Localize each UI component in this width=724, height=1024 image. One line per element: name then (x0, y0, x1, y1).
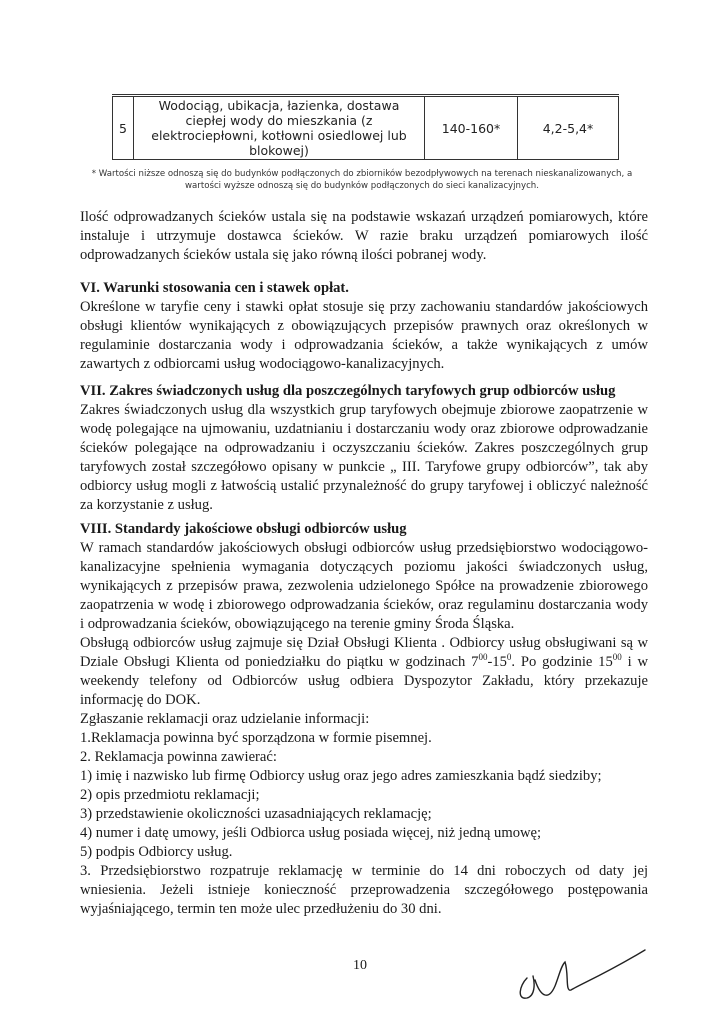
section-6 (80, 279, 648, 374)
row-value-1: 140-160* (425, 96, 518, 160)
section-7-heading: VII. Zakres świadczonych usług dla poszczególnych taryfowych grup odbiorców usług (80, 383, 616, 399)
row-description: Wodociąg, ubikacja, łazienka, dostawa ciepłej wody do mieszkania (z elektrociepłowni, kotłowni osiedlowej lub blokowej) (134, 96, 425, 160)
closing-paragraph: 3. Przedsiębiorstwo rozpatruje reklamację w terminie do 14 dni roboczych od daty jej wniesienia. Jeżeli istnieje konieczność przeprowadzenia szczegółowego postępowania wyjaśniającego, termin ten może ulec przedłużeniu do 30 dni. (80, 863, 648, 917)
tariff-table-fragment (112, 94, 619, 160)
table-row (113, 96, 619, 160)
service-text-c: i w weekendy telefony od Odbiorców usług odbiera Dyspozytor Zakładu, który przekazuje informację do DOK. (80, 654, 648, 708)
section-8-heading: VIII. Standardy jakościowe obsługi odbiorców usług (80, 521, 407, 537)
section-7 (80, 382, 648, 515)
section-6-body: Określone w taryfie ceny i stawki opłat stosuje się przy zachowaniu standardów jakościowych obsługi klientów wynikających z obowiązujących przepisów prawnych oraz określonych w regulaminie dostarczania wody i odprowadzania ścieków, a także wynikających z umów zawartych z odbiorcami usług wodociągowo-kanalizacyjnych. (80, 299, 648, 372)
list-item: 3) przedstawienie okoliczności uzasadniających reklamację; (80, 806, 432, 822)
list-item: 1.Reklamacja powinna być sporządzona w formie pisemnej. (80, 730, 432, 746)
intro-text: Ilość odprowadzanych ścieków ustala się na podstawie wskazań urządzeń pomiarowych, które instaluje i utrzymuje dostawca ścieków. W razie braku urządzeń pomiarowych ilość odprowadzanych ścieków ustala się jako równą ilości pobranej wody. (80, 209, 648, 263)
hour-start-sup: 00 (478, 652, 488, 662)
complaints-intro: Zgłaszanie reklamacji oraz udzielanie informacji: (80, 711, 370, 727)
customer-service-paragraph (80, 634, 648, 710)
list-item: 2. Reklamacja powinna zawierać: (80, 749, 277, 765)
page-number: 10 (353, 958, 367, 973)
list-item: 2) opis przedmiotu reklamacji; (80, 787, 260, 803)
list-item: 5) podpis Odbiorcy usług. (80, 844, 233, 860)
list-item: 1) imię i nazwisko lub firmę Odbiorcy usług oraz jego adres zamieszkania bądź siedziby; (80, 768, 602, 784)
intro-paragraph (80, 208, 648, 265)
section-8 (80, 520, 648, 919)
section-6-heading: VI. Warunki stosowania cen i stawek opłat. (80, 280, 349, 296)
service-text-a: Obsługą odbiorców usług zajmuje się Dział Obsługi Klienta . Odbiorcy usług obsługiwani są w Dziale Obsługi Klienta od poniedziałku do piątku w godzinach 7 (80, 635, 648, 670)
after-hour-sup: 00 (612, 652, 622, 662)
row-value-2: 4,2-5,4* (518, 96, 619, 160)
section-8-body: W ramach standardów jakościowych obsługi odbiorców usług przedsiębiorstwo wodociągowo-kanalizacyjne spełnienia wymagania dotyczących poziomu jakości świadczonych usług, wynikających z przepisów prawa, zezwolenia udzielonego Spółce na prowadzenie zbiorowego zaopatrzenia w wodę i zbiorowego odprowadzania ścieków, oraz regulaminu dostarczania wody i odprowadzania ścieków, obowiązującego na terenie gminy Środa Śląska. (80, 540, 648, 632)
list-item: 4) numer i datę umowy, jeśli Odbiorca usług posiada więcej, niż jedną umowę; (80, 825, 542, 841)
signature-stroke (520, 950, 645, 998)
section-7-body: Zakres świadczonych usług dla wszystkich grup taryfowych obejmuje zbiorowe zaopatrzenie w wodę polegające na ujmowaniu, uzdatnianiu i dostarczaniu wody oraz zbiorowe odprowadzanie ścieków polegające na odprowadzaniu i oczyszczaniu ścieków. Zakres poszczególnych grup taryfowych został szczegółowo opisany w punkcie „ III. Taryfowe grupy odbiorców”, tak aby odbiorcy usług mogli z łatwością ustalić przynależność do grupy taryfowej i obliczyć należność za korzystanie z usług. (80, 402, 648, 513)
hour-end-sup: 0 (506, 652, 512, 662)
handwritten-signature (505, 940, 655, 1010)
row-number: 5 (113, 96, 134, 160)
service-text-b: . Po godzinie 15 (511, 654, 613, 670)
table-footnote: * Wartości niższe odnoszą się do budynków podłączonych do zbiorników bezodpływowych na terenach nieskanalizowanych, a wartości wyższe odnoszą się do budynków podłączonych do sieci kanalizacyjnych. (91, 169, 633, 191)
hour-dash: -15 (487, 654, 507, 670)
